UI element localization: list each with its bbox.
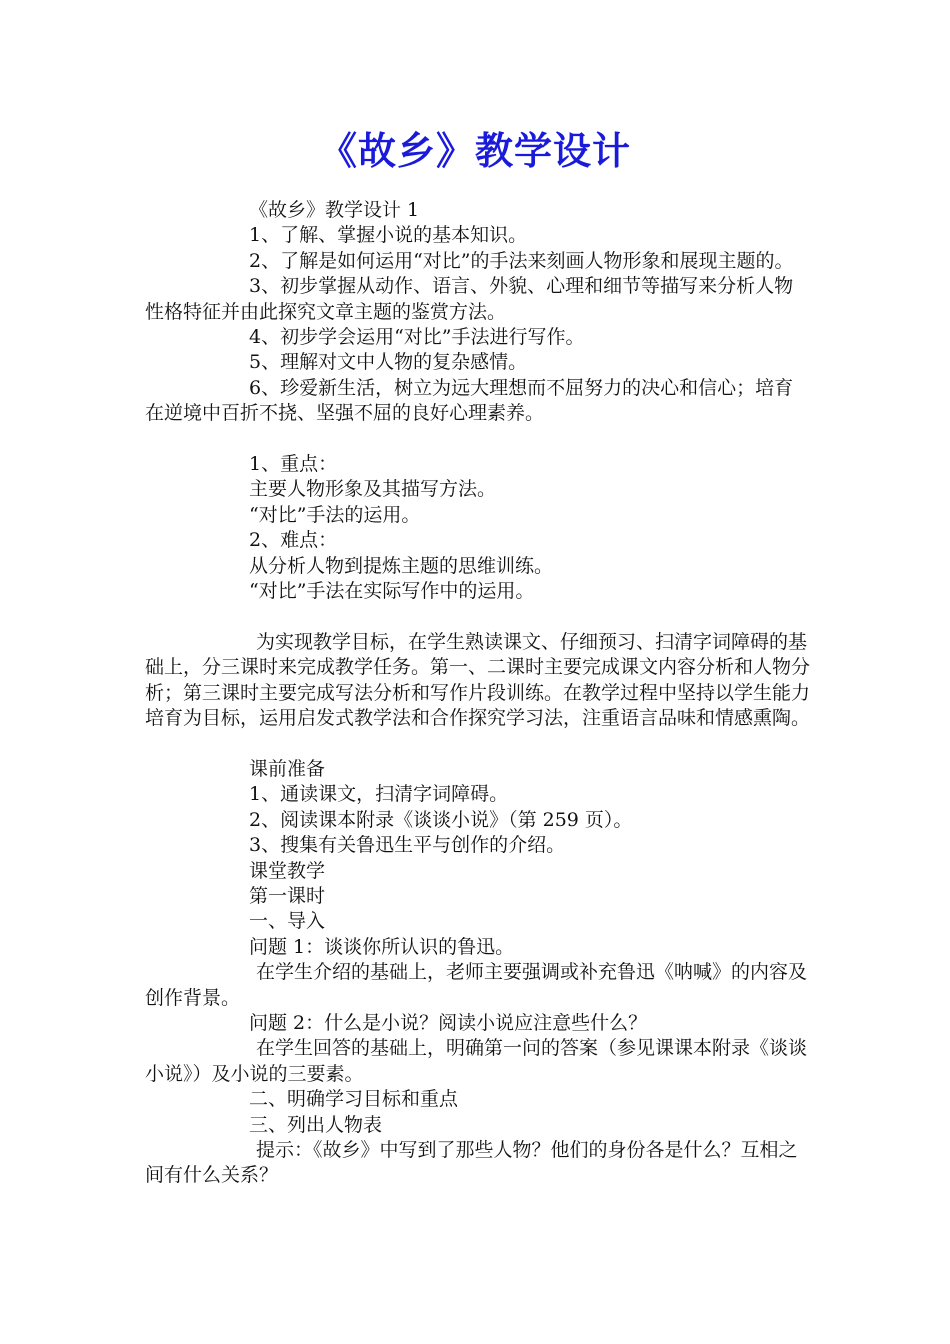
process-line: 第一课时 (249, 884, 326, 907)
blank-line (145, 604, 811, 629)
method-paragraph: 为实现教学目标，在学生熟读课文、仔细预习、扫清字词障碍的基础上，分三课时来完成教学任务。第一、二课时主要完成课文内容分析和人物分析；第三课时主要完成写法分析和写作片段训练。在教学过程中坚持以学生能力培育为目标，运用启发式教学法和合作探究学习法，注重语言品味和情感熏陶。 (145, 630, 811, 730)
objective-item: 4、初步学会运用“对比”手法进行写作。 (249, 326, 585, 349)
process-line: 3、搜集有关鲁迅生平与创作的介绍。 (249, 834, 566, 857)
process-line: 2、阅读课本附录《谈谈小说》（第 259 页）。 (249, 808, 633, 831)
blank-line (145, 427, 811, 452)
process-line: 问题 2：什么是小说？阅读小说应注意些什么？ (249, 1011, 648, 1034)
process-line: 1、通读课文，扫清字词障碍。 (249, 783, 509, 806)
objective-item: 3、初步掌握从动作、语言、外貌、心理和细节等描写来分析人物性格特征并由此探究文章主题的鉴赏方法。 (145, 275, 794, 323)
document-title: 《故乡》教学设计 (318, 129, 631, 173)
document-body (145, 198, 811, 1189)
process-line: 在学生介绍的基础上，老师主要强调或补充鲁迅《呐喊》的内容及创作背景。 (145, 961, 808, 1009)
key-point-line: 主要人物形象及其描写方法。 (249, 478, 497, 501)
process-line: 课前准备 (249, 757, 326, 780)
process-line: 在学生回答的基础上，明确第一问的答案（参见课课本附录《谈谈小说》）及小说的三要素。 (145, 1037, 808, 1085)
process-line: 三、列出人物表 (249, 1113, 383, 1136)
key-point-line: “对比”手法的运用。 (249, 503, 421, 526)
objective-item: 5、理解对文中人物的复杂感情。 (249, 351, 528, 374)
key-point-line: 从分析人物到提炼主题的思维训练。 (249, 554, 554, 577)
key-point-line: 1、重点： (249, 453, 338, 476)
process-line: 问题 1：谈谈你所认识的鲁迅。 (249, 935, 515, 958)
objective-item: 6、珍爱新生活，树立为远大理想而不屈努力的决心和信心；培育在逆境中百折不挠、坚强不屈的良好心理素养。 (145, 376, 794, 425)
key-point-line: 2、难点： (249, 529, 338, 552)
process-line: 课堂教学 (249, 859, 326, 882)
objective-item: 1、了解、掌握小说的基本知识。 (249, 224, 528, 247)
process-line: 一、导入 (249, 910, 326, 933)
key-point-line: “对比”手法在实际写作中的运用。 (249, 580, 535, 603)
process-line: 提示：《故乡》中写到了那些人物？他们的身份各是什么？互相之间有什么关系？ (145, 1138, 798, 1187)
process-line: 二、明确学习目标和重点 (249, 1088, 459, 1111)
objective-item: 2、了解是如何运用“对比”的手法来刻画人物形象和展现主题的。 (249, 249, 794, 272)
blank-line (145, 732, 811, 757)
section-heading: 《故乡》教学设计 1 (249, 199, 420, 221)
